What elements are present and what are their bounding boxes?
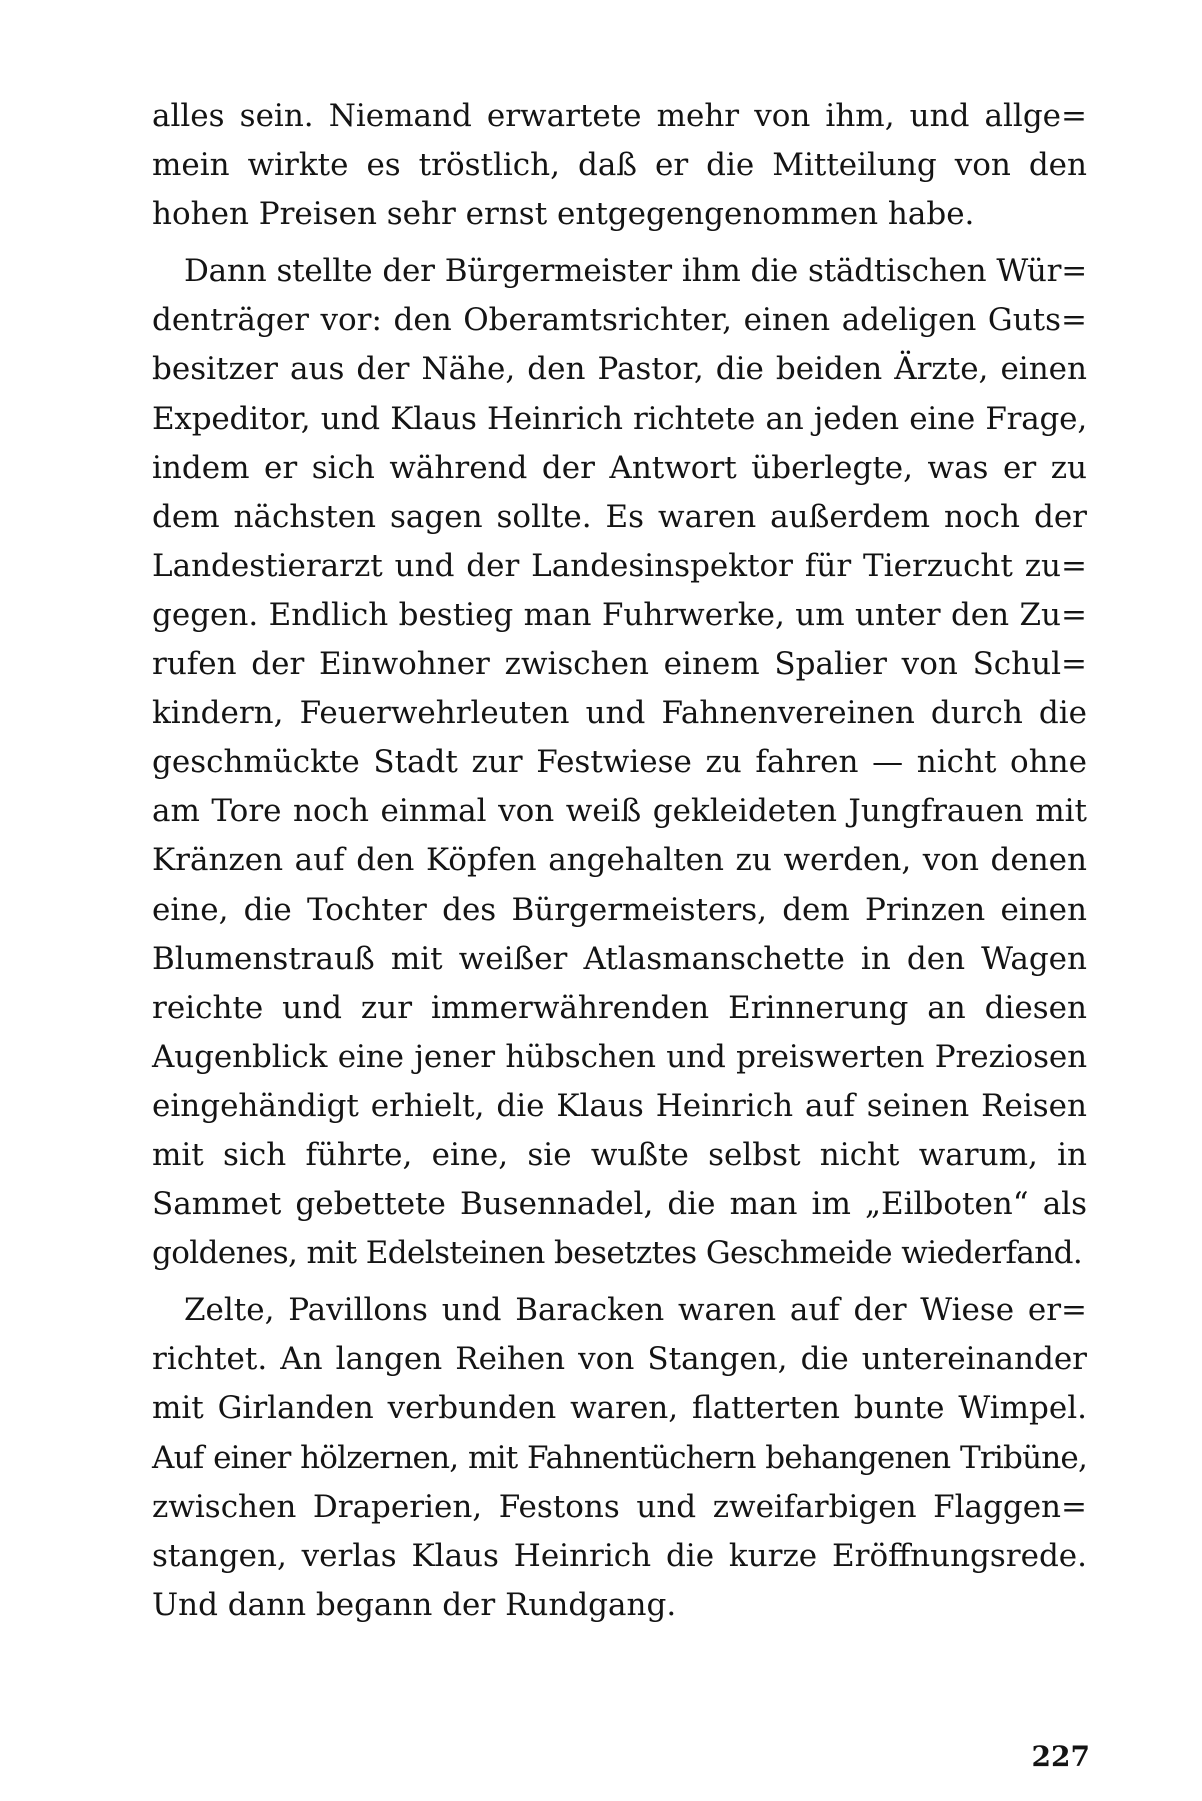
text-line: mein wirkte es tröstlich, daß er die Mitteilung von den xyxy=(152,147,1087,184)
text-line: richtet. An langen Reihen von Stangen, die untereinander xyxy=(152,1341,1087,1378)
text-line: hohen Preisen sehr ernst entgegengenommen habe. xyxy=(152,196,975,233)
text-line: geschmückte Stadt zur Festwiese zu fahren — nicht ohne xyxy=(152,744,1087,781)
text-line: kindern, Feuerwehrleuten und Fahnenvereinen durch die xyxy=(152,695,1087,732)
text-line: alles sein. Niemand erwartete mehr von ihm, und allge= xyxy=(152,98,1087,134)
body-text xyxy=(152,92,1087,1630)
text-line: rufen der Einwohner zwischen einem Spalier von Schul= xyxy=(152,646,1087,683)
text-line: am Tore noch einmal von weiß gekleideten Jungfrauen mit xyxy=(152,793,1087,830)
text-line: mit sich führte, eine, sie wußte selbst nicht warum, in xyxy=(152,1136,1087,1173)
text-line: Und dann begann der Rundgang. xyxy=(152,1586,677,1623)
paragraph-gap xyxy=(152,1278,1087,1286)
paragraph-2 xyxy=(152,247,1087,1278)
paragraph-gap xyxy=(152,239,1087,247)
text-line: indem er sich während der Antwort überlegte, was er zu xyxy=(152,449,1087,486)
text-line: eingehändigt erhielt, die Klaus Heinrich auf seinen Reisen xyxy=(152,1087,1087,1124)
text-line: stangen, verlas Klaus Heinrich die kurze Eröffnungsrede. xyxy=(152,1537,1087,1574)
text-line: Expeditor, und Klaus Heinrich richtete an jeden eine Frage, xyxy=(152,400,1087,437)
paragraph-1 xyxy=(152,92,1087,239)
text-line: Zelte, Pavillons und Baracken waren auf der Wiese er= xyxy=(184,1292,1087,1329)
text-line: zwischen Draperien, Festons und zweifarbigen Flaggen= xyxy=(152,1488,1087,1525)
text-line: dem nächsten sagen sollte. Es waren außerdem noch der xyxy=(152,498,1087,535)
paragraph-3 xyxy=(152,1286,1087,1630)
text-line: reichte und zur immerwährenden Erinnerung an diesen xyxy=(152,989,1087,1026)
text-line: Kränzen auf den Köpfen angehalten zu werden, von denen xyxy=(152,842,1087,879)
text-line: Sammet gebettete Busennadel, die man im „Eilboten“ als xyxy=(152,1186,1087,1223)
text-line: denträger vor: den Oberamtsrichter, einen adeligen Guts= xyxy=(152,302,1087,339)
text-line: goldenes, mit Edelsteinen besetztes Geschmeide wiederfand. xyxy=(152,1235,1083,1272)
text-line: Auf einer hölzernen, mit Fahnentüchern behangenen Tribüne, xyxy=(152,1439,1087,1476)
text-line: Blumenstrauß mit weißer Atlasmanschette in den Wagen xyxy=(152,940,1087,977)
text-line: mit Girlanden verbunden waren, flatterten bunte Wimpel. xyxy=(152,1390,1087,1427)
text-line: eine, die Tochter des Bürgermeisters, dem Prinzen einen xyxy=(152,891,1087,928)
text-line: Landestierarzt und der Landesinspektor für Tierzucht zu= xyxy=(152,547,1087,584)
page-number: 227 xyxy=(1031,1740,1090,1773)
text-line: Augenblick eine jener hübschen und preiswerten Preziosen xyxy=(152,1038,1087,1075)
text-line: Dann stellte der Bürgermeister ihm die städtischen Wür= xyxy=(184,253,1087,290)
text-line: gegen. Endlich bestieg man Fuhrwerke, um unter den Zu= xyxy=(152,596,1087,633)
text-line: besitzer aus der Nähe, den Pastor, die beiden Ärzte, einen xyxy=(152,351,1087,388)
